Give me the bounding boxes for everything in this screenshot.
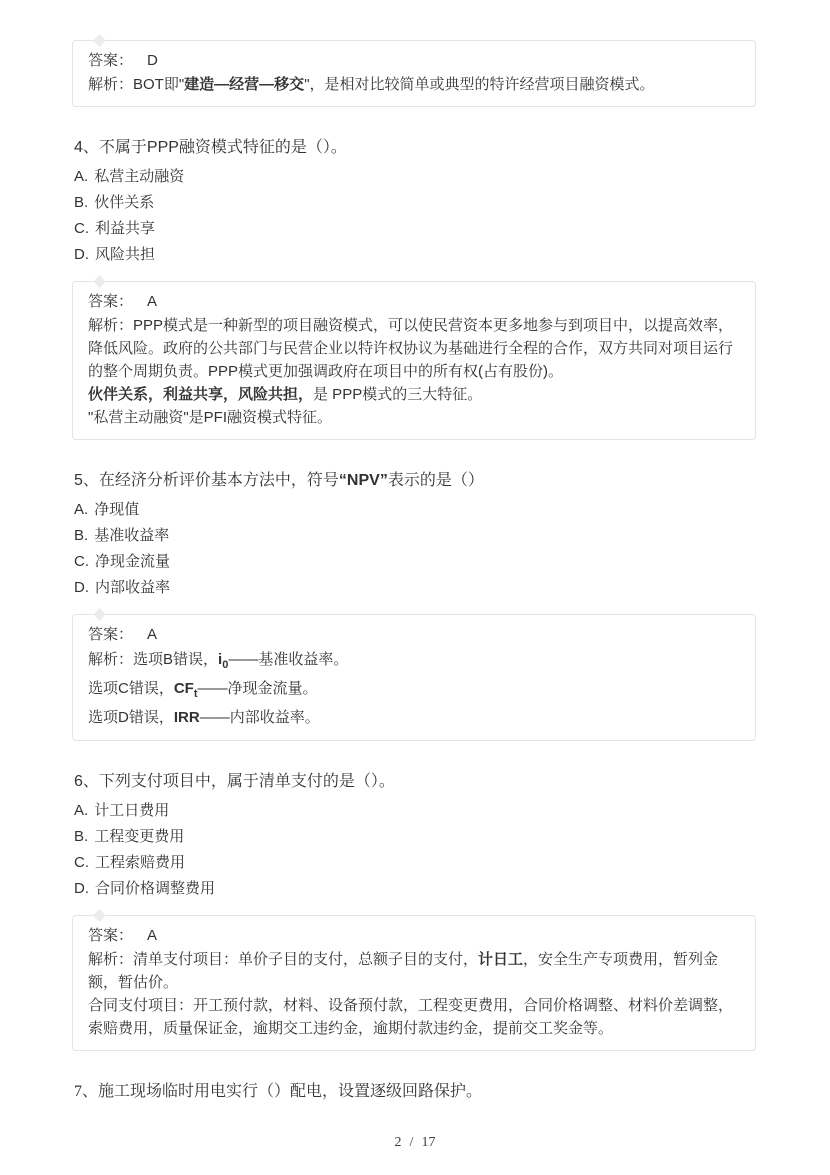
- page-footer: [0, 1135, 830, 1151]
- option-text: 利益共享: [95, 220, 156, 237]
- analysis-paragraph: [88, 647, 740, 672]
- answer-box-1: [72, 40, 756, 107]
- analysis-text: 合同支付项目：开工预付款，材料、设备预付款，工程变更费用，合同价格调整、材料价差调整，索赔费用，质量保证金，逾期交工违约金，逾期付款违约金，提前交工奖金等。: [88, 997, 734, 1037]
- analysis-bold-text: 建造—经营—移交: [184, 76, 305, 93]
- analysis-text: 解析：PPP模式是一种新型的项目融资模式，可以使民营资本更多地参与到项目中，以提高效率，降低风险。政府的公共部门与民营企业以特许权协议为基础进行全程的合作，双方共同对项目运行的整个周期负责。PPP模式更加强调政府在项目中的所有权(占有股份)。: [88, 317, 734, 380]
- option-row: [74, 164, 756, 190]
- analysis-paragraph: [88, 676, 740, 701]
- analysis-paragraph: [88, 705, 740, 730]
- question-4: [74, 137, 756, 159]
- question-number: 4、: [74, 139, 99, 156]
- symbol-subscript: 0: [222, 659, 229, 671]
- options-list-q5: [74, 497, 756, 601]
- option-text: 伙伴关系: [94, 194, 155, 211]
- answer-label: 答案：: [88, 293, 134, 310]
- answer-value: A: [147, 927, 158, 944]
- option-label: D.: [74, 880, 89, 897]
- option-row: [74, 216, 756, 242]
- answer-box-2: [72, 281, 756, 440]
- options-list-q6: [74, 798, 756, 902]
- analysis-text: ，安全生产专项费用，暂列金额，暂估价。: [88, 951, 719, 991]
- answer-line: [88, 290, 740, 314]
- option-text: 合同价格调整费用: [95, 880, 216, 897]
- question-bold-text: “NPV”: [338, 472, 388, 489]
- question-number: 6、: [74, 773, 99, 790]
- question-text: 在经济分析评价基本方法中，符号: [98, 472, 339, 489]
- answer-value: A: [147, 293, 158, 310]
- option-row: [74, 876, 756, 902]
- page-number-current: 2: [394, 1135, 402, 1150]
- option-row: [74, 798, 756, 824]
- option-label: A.: [74, 501, 89, 518]
- option-row: [74, 575, 756, 601]
- question-text: 表示的是（）: [387, 472, 484, 489]
- analysis-text: 选项C错误，: [88, 680, 174, 697]
- option-label: C.: [74, 220, 89, 237]
- analysis-paragraph: [88, 406, 740, 429]
- option-row: [74, 850, 756, 876]
- answer-value: D: [147, 52, 158, 69]
- box-pointer-diamond: [93, 34, 106, 47]
- option-row: [74, 497, 756, 523]
- answer-box-4: [72, 915, 756, 1051]
- analysis-text: 选项D错误，: [88, 709, 174, 726]
- option-text: 内部收益率: [95, 579, 171, 596]
- question-number: 7、: [74, 1083, 99, 1100]
- option-text: 工程索赔费用: [95, 854, 186, 871]
- answer-label: 答案：: [88, 52, 134, 69]
- options-list-q4: [74, 164, 756, 268]
- question-text: 下列支付项目中，属于清单支付的是（）。: [98, 773, 395, 790]
- analysis-paragraph: [88, 948, 740, 994]
- analysis-paragraph: [88, 314, 740, 383]
- symbol-text: CF: [173, 680, 194, 697]
- question-text: 施工现场临时用电实行（）配电，设置逐级回路保护。: [98, 1083, 483, 1100]
- option-label: A.: [74, 168, 89, 185]
- answer-box-3: [72, 614, 756, 741]
- symbol-text: i: [218, 651, 223, 668]
- document-page: [72, 0, 756, 1103]
- option-row: [74, 523, 756, 549]
- analysis-paragraph: [88, 73, 740, 96]
- question-text: 不属于PPP融资模式特征的是（）。: [98, 139, 347, 156]
- option-row: [74, 824, 756, 850]
- option-text: 工程变更费用: [94, 828, 185, 845]
- option-label: B.: [74, 527, 89, 544]
- analysis-text: 解析：BOT即": [88, 76, 185, 93]
- question-5: [74, 470, 756, 492]
- analysis-paragraph: [88, 994, 740, 1040]
- option-text: 基准收益率: [94, 527, 170, 544]
- answer-line: [88, 49, 740, 73]
- option-label: C.: [74, 854, 89, 871]
- option-label: B.: [74, 194, 89, 211]
- option-text: 净现金流量: [95, 553, 171, 570]
- symbol-text: IRR: [173, 709, 200, 726]
- option-label: A.: [74, 802, 89, 819]
- analysis-text: 解析：清单支付项目：单价子目的支付，总额子目的支付，: [88, 951, 479, 968]
- option-text: 风险共担: [95, 246, 156, 263]
- page-number-separator: /: [409, 1135, 414, 1150]
- option-text: 私营主动融资: [94, 168, 185, 185]
- box-pointer-diamond: [93, 275, 106, 288]
- option-row: [74, 549, 756, 575]
- page-number-total: 17: [421, 1135, 436, 1150]
- answer-label: 答案：: [88, 626, 134, 643]
- analysis-text: ——净现金流量。: [197, 680, 318, 697]
- option-label: B.: [74, 828, 89, 845]
- analysis-text: 是 PPP模式的三大特征。: [313, 386, 483, 403]
- option-row: [74, 190, 756, 216]
- analysis-text: "，是相对比较简单或典型的特许经营项目融资模式。: [304, 76, 655, 93]
- answer-line: [88, 924, 740, 948]
- symbol-subscript: t: [193, 688, 198, 700]
- analysis-bold-text: 计日工: [478, 951, 524, 968]
- answer-label: 答案：: [88, 927, 134, 944]
- question-6: [74, 771, 756, 793]
- option-row: [74, 242, 756, 268]
- box-pointer-diamond: [93, 909, 106, 922]
- answer-line: [88, 623, 740, 647]
- option-label: C.: [74, 553, 89, 570]
- option-text: 计工日费用: [94, 802, 170, 819]
- analysis-bold-text: 伙伴关系，利益共享，风险共担，: [88, 386, 314, 403]
- analysis-text: ——基准收益率。: [228, 651, 349, 668]
- option-text: 净现值: [94, 501, 140, 518]
- analysis-text: "私营主动融资"是PFI融资模式特征。: [88, 409, 332, 426]
- answer-value: A: [147, 626, 158, 643]
- analysis-text: 解析：选项B错误，: [88, 651, 219, 668]
- analysis-text: ——内部收益率。: [199, 709, 320, 726]
- analysis-paragraph: [88, 383, 740, 406]
- question-7: [74, 1081, 756, 1103]
- option-label: D.: [74, 246, 89, 263]
- option-label: D.: [74, 579, 89, 596]
- box-pointer-diamond: [93, 608, 106, 621]
- question-number: 5、: [74, 472, 99, 489]
